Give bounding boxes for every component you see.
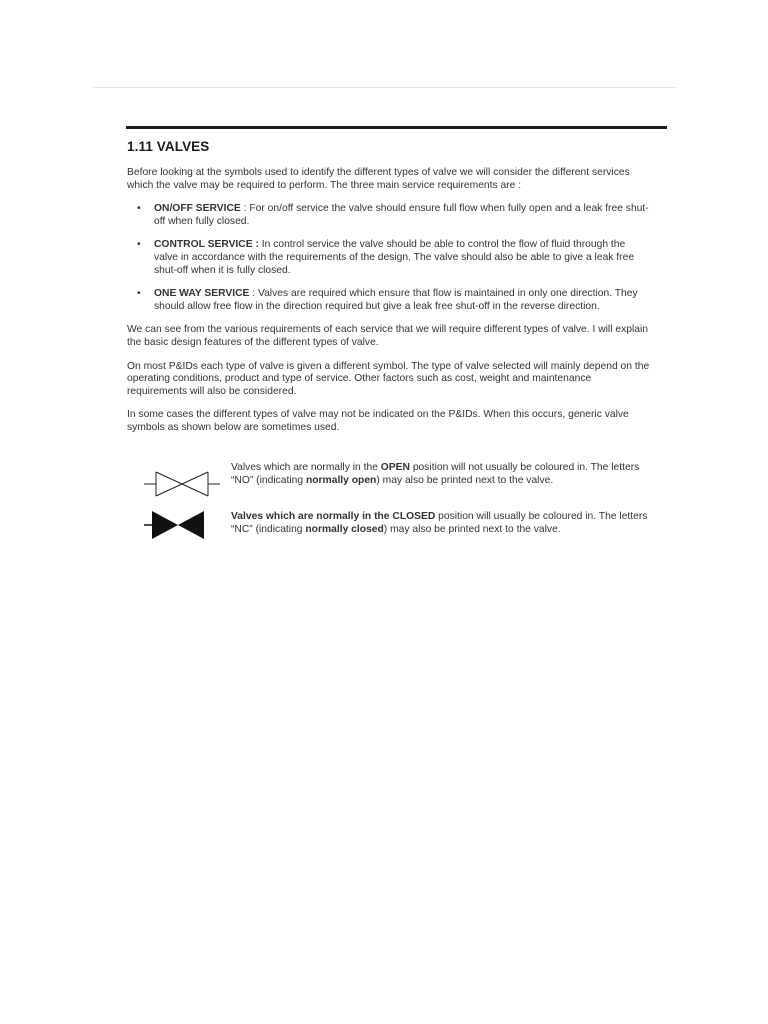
open-valve-row [142,462,662,502]
desc-bold: Valves which are normally in the CLOSED [231,511,436,522]
bullet-term: ONE WAY SERVICE [154,288,250,300]
bullet-dot: • [137,239,141,251]
bullet-text: : For on/off service the valve should ensure full flow when fully open and a leak free shut-off when fully closed. [154,203,649,227]
bullet-on-off-service [137,203,652,228]
open-valve-symbol-icon [142,462,222,502]
section-rule [126,126,667,129]
bullet-dot: • [137,288,141,300]
desc-bold: OPEN [380,462,410,473]
document-body [127,167,652,446]
desc-bold: normally closed [305,523,384,535]
intro-paragraph: Before looking at the symbols used to identify the different types of valve we will consider the different services which the valve may be required to perform. The three main service requirements are : [127,167,630,191]
bullet-text: In control service the valve should be able to control the flow of fluid through the valve in accordance with the requirements of the design. The valve should also be able to give a leak free shut-off when it is fully closed. [154,239,635,276]
section-heading: 1.11 VALVES [127,139,210,154]
bullet-term: CONTROL SERVICE : [154,239,259,251]
desc-text: ) may also be printed next to the valve. [376,474,554,486]
desc-text: Valves which are normally in the [231,462,381,473]
open-valve-description [231,462,656,487]
desc-text: ) may also be printed next to the valve. [383,523,561,535]
closed-valve-description [231,511,656,536]
paragraph-generic-symbols: In some cases the different types of valve may not be indicated on the P&IDs. When this occurs, generic valve symbols as shown below are sometimes used. [127,409,629,433]
bullet-dot: • [137,203,141,215]
bullet-control-service [137,239,652,277]
closed-valve-symbol-icon [142,511,222,551]
bullet-text: : Valves are required which ensure that flow is maintained in only one direction. They should allow free flow in the direction required but give a leak free shut-off in the reverse direction. [154,288,638,312]
closed-valve-row [142,511,662,551]
bullet-term: ON/OFF SERVICE [154,203,241,215]
paragraph-pid-symbols: On most P&IDs each type of valve is given a different symbol. The type of valve selected will mainly depend on the operating conditions, product and type of service. Other factors such as cost, weight and maintenance requirements will also be considered. [127,360,650,397]
top-divider [93,87,676,88]
desc-text: position will usually be coloured in. The letters “NC” (indicating [231,511,648,535]
bullet-one-way-service [137,288,652,313]
desc-bold: normally open [305,474,377,486]
paragraph-valve-types: We can see from the various requirements of each service that we will require different types of valve. I will explain the basic design features of the different types of valve. [127,324,648,348]
desc-text: position will not usually be coloured in. The letters “NO” (indicating [231,462,640,486]
